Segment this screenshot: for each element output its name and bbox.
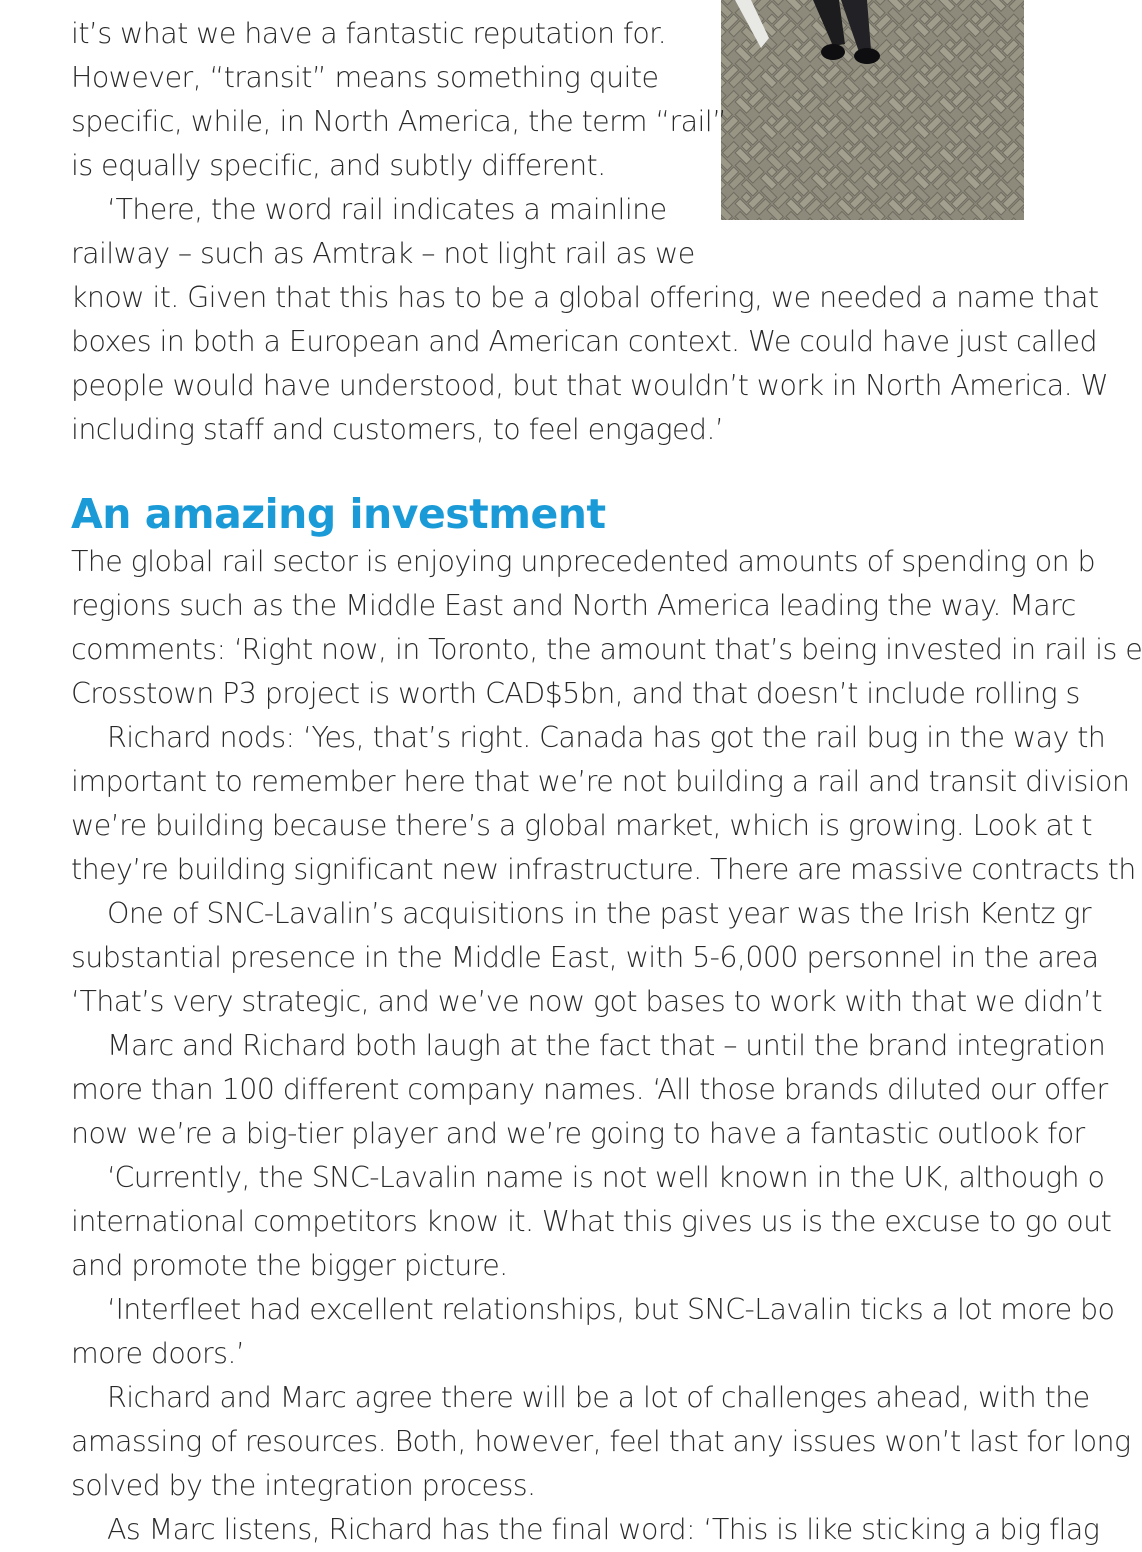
- intro-line: people would have understood, but that wouldn’t work in North America. W: [71, 369, 1109, 402]
- body-line: more doors.’: [71, 1337, 245, 1370]
- body-line: Crosstown P3 project is worth CAD$5bn, and that doesn’t include rolling s: [71, 677, 1080, 710]
- body-line: international competitors know it. What this gives us is the excuse to go out: [71, 1205, 1112, 1238]
- body-line: One of SNC-Lavalin’s acquisitions in the past year was the Irish Kentz gr: [107, 897, 1091, 930]
- body-line: they’re building significant new infrastructure. There are massive contracts th: [71, 853, 1136, 886]
- body-line: important to remember here that we’re not building a rail and transit division: [71, 765, 1130, 798]
- body-line: comments: ‘Right now, in Toronto, the amount that’s being invested in rail is e: [71, 633, 1142, 666]
- body-line: and promote the bigger picture.: [71, 1249, 508, 1282]
- body-line: Richard nods: ‘Yes, that’s right. Canada has got the rail bug in the way th: [107, 721, 1106, 754]
- body-line: Marc and Richard both laugh at the fact that – until the brand integration: [107, 1029, 1106, 1062]
- intro-line: ‘There, the word rail indicates a mainline: [107, 193, 667, 226]
- intro-line: However, “transit” means something quite: [71, 61, 659, 94]
- body-line: substantial presence in the Middle East, with 5-6,000 personnel in the area: [71, 941, 1099, 974]
- body-line: solved by the integration process.: [71, 1469, 536, 1502]
- body-line: ‘Currently, the SNC-Lavalin name is not well known in the UK, although o: [107, 1161, 1105, 1194]
- section-heading: An amazing investment: [71, 490, 606, 538]
- body-line: As Marc listens, Richard has the final word: ‘This is like sticking a big flag: [107, 1513, 1100, 1546]
- intro-line: railway – such as Amtrak – not light rail as we: [71, 237, 695, 270]
- body-line: ‘Interfleet had excellent relationships, but SNC-Lavalin ticks a lot more bo: [107, 1293, 1115, 1326]
- body-line: Richard and Marc agree there will be a lot of challenges ahead, with the: [107, 1381, 1090, 1414]
- body-line: we’re building because there’s a global market, which is growing. Look at t: [71, 809, 1092, 842]
- body-line: regions such as the Middle East and North America leading the way. Marc: [71, 589, 1076, 622]
- intro-line: is equally specific, and subtly different.: [71, 149, 606, 182]
- intro-line: including staff and customers, to feel engaged.’: [71, 413, 724, 446]
- body-line: more than 100 different company names. ‘All those brands diluted our offer: [71, 1073, 1108, 1106]
- body-line: amassing of resources. Both, however, feel that any issues won’t last for long: [71, 1425, 1131, 1458]
- intro-line: specific, while, in North America, the term “rail”: [71, 105, 727, 138]
- intro-line: boxes in both a European and American context. We could have just called: [71, 325, 1097, 358]
- article-photo: [721, 0, 1024, 220]
- intro-line: it’s what we have a fantastic reputation for.: [71, 17, 667, 50]
- body-line: The global rail sector is enjoying unprecedented amounts of spending on b: [71, 545, 1095, 578]
- intro-line: know it. Given that this has to be a global offering, we needed a name that: [71, 281, 1099, 314]
- body-line: ‘That’s very strategic, and we’ve now got bases to work with that we didn’t: [71, 985, 1102, 1018]
- body-line: now we’re a big-tier player and we’re going to have a fantastic outlook for: [71, 1117, 1085, 1150]
